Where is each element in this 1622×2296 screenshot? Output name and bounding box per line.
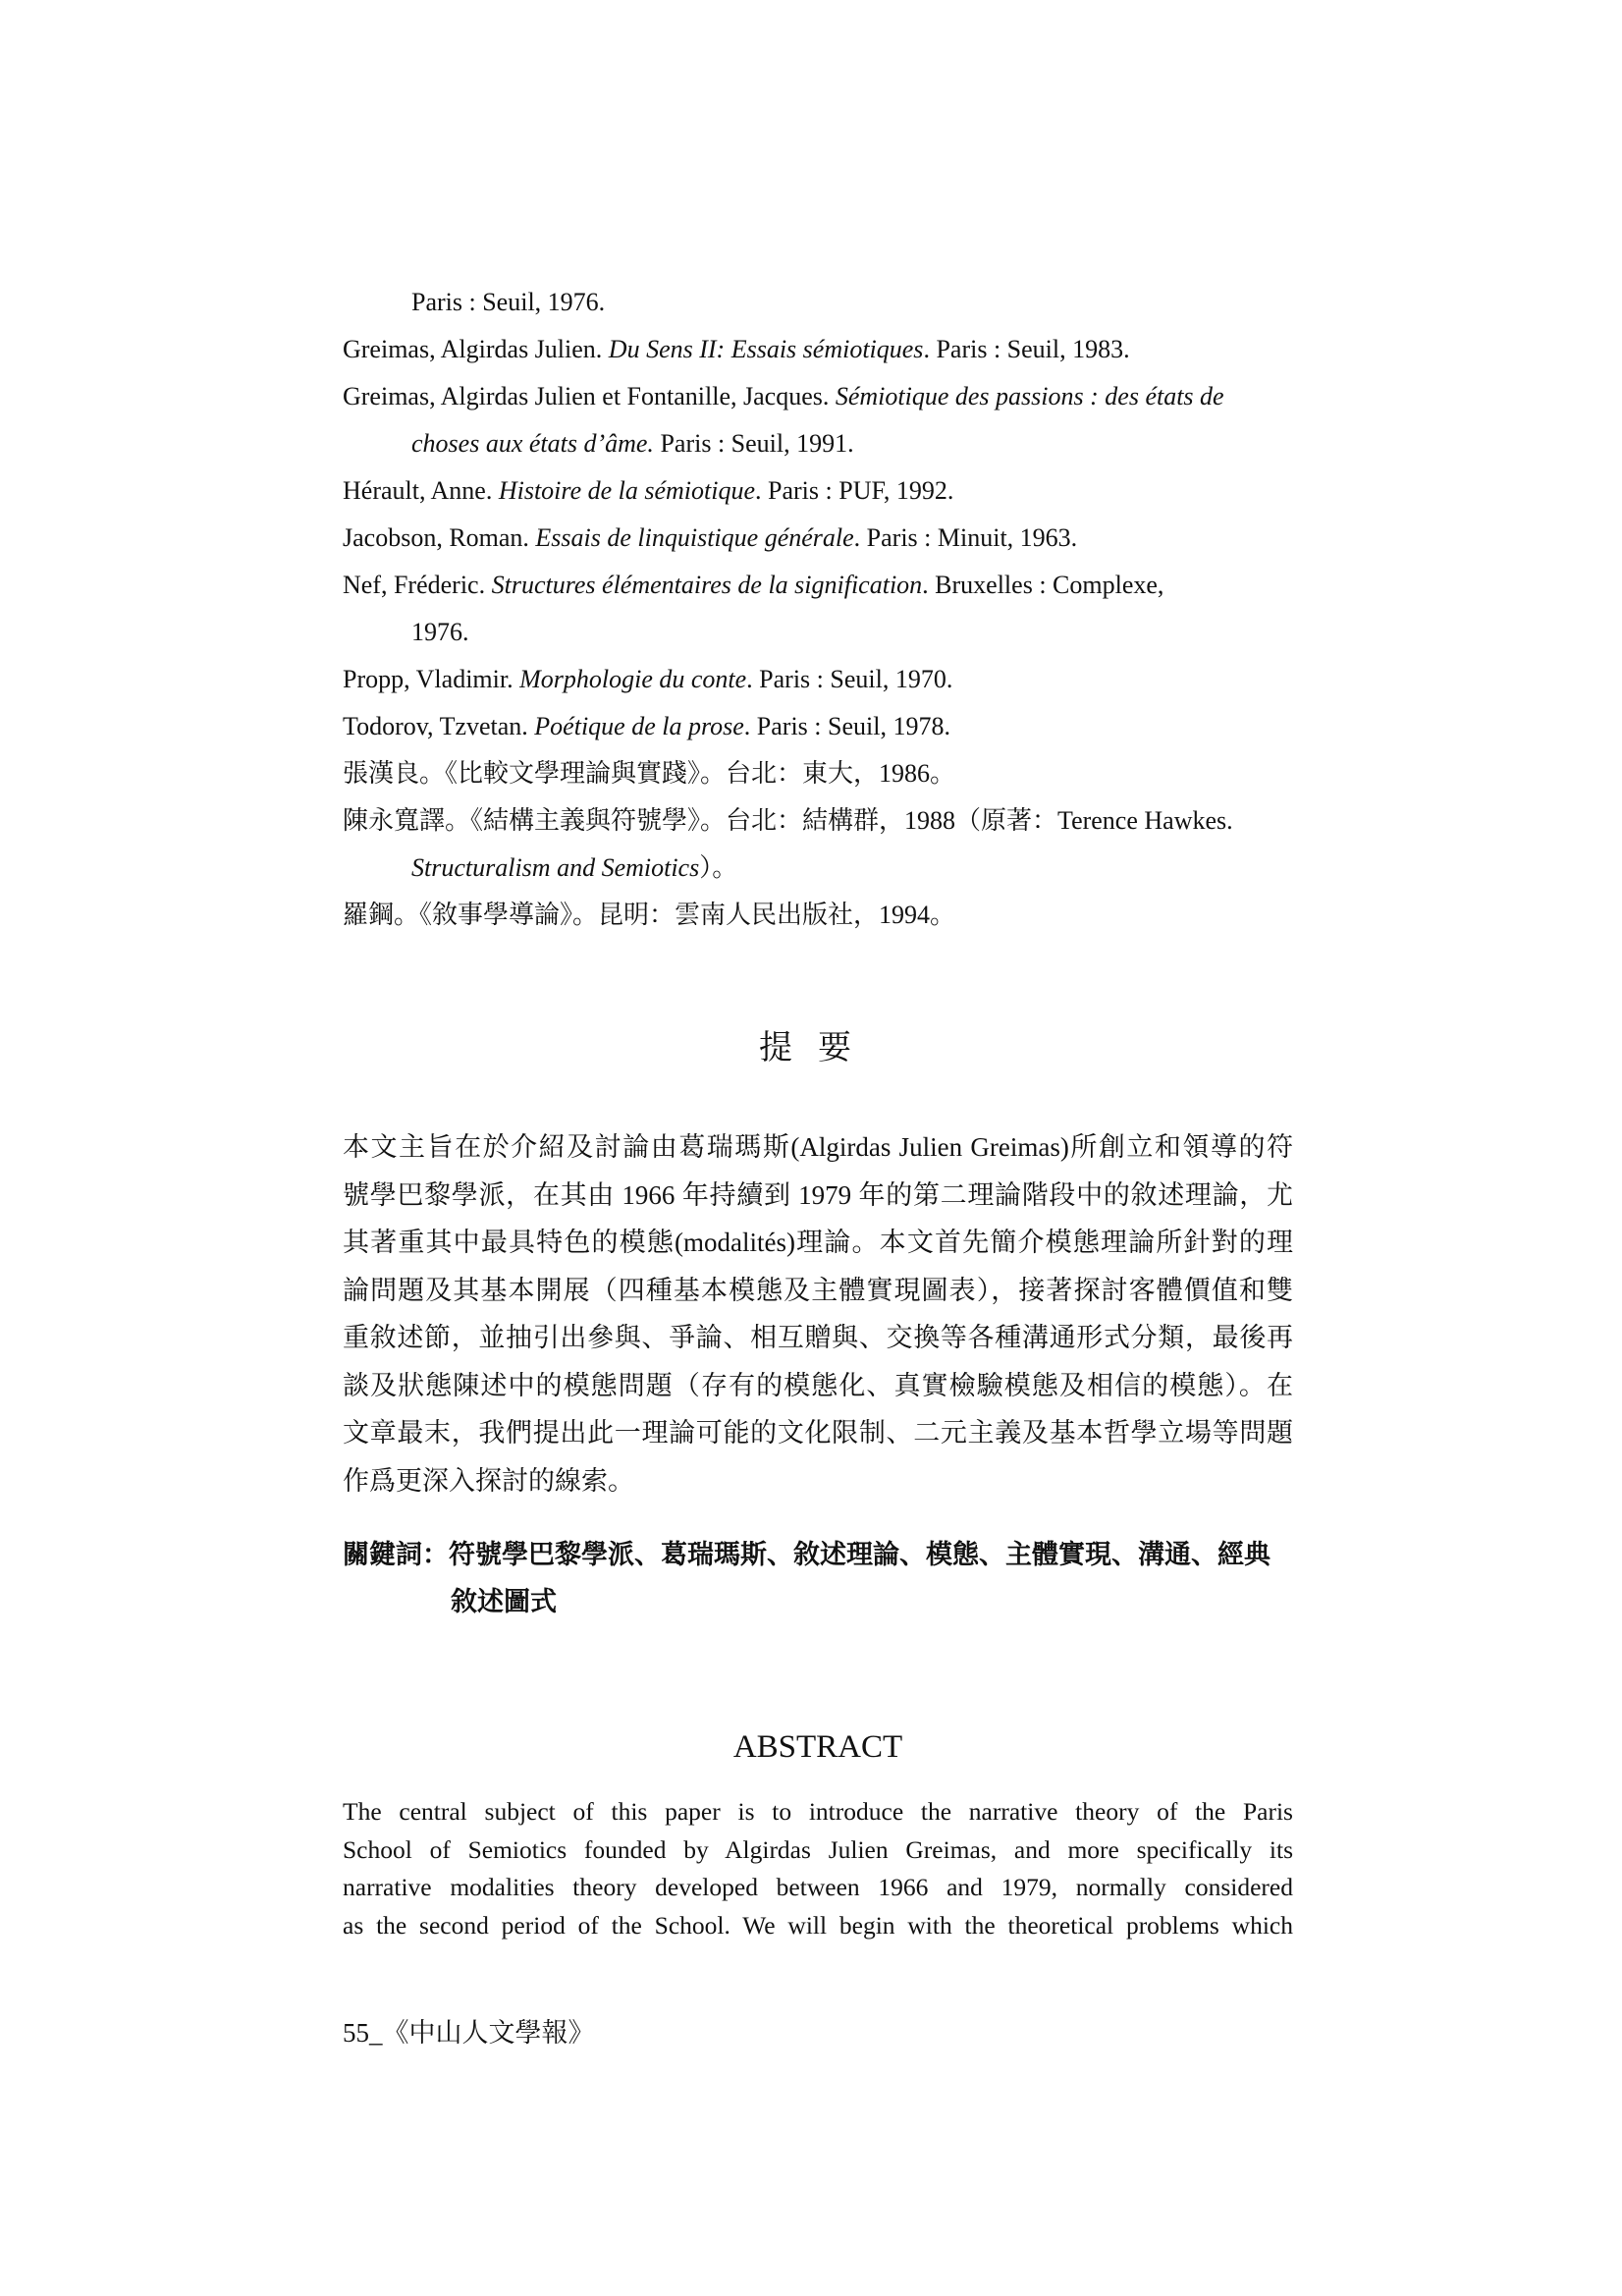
abstract-line: 作爲更深入探討的線索。 bbox=[343, 1465, 634, 1496]
reference-text: Propp, Vladimir. bbox=[343, 665, 520, 693]
reference-line bbox=[343, 515, 1293, 562]
english-abstract-heading: ABSTRACT bbox=[732, 1729, 903, 1765]
reference-line bbox=[343, 562, 1293, 609]
reference-text: . Paris : PUF, 1992. bbox=[755, 476, 954, 505]
english-abstract-body bbox=[343, 1793, 1293, 1944]
reference-text: Paris : Seuil, 1976. bbox=[411, 288, 606, 316]
abstract-line: 談及狀態陳述中的模態問題（存有的模態化、真實檢驗模態及相信的模態）。在 bbox=[343, 1370, 1293, 1400]
reference-text: . Paris : Seuil, 1983. bbox=[923, 335, 1130, 363]
reference-text: Greimas, Algirdas Julien. bbox=[343, 335, 609, 363]
reference-text: Paris : Seuil, 1991. bbox=[653, 429, 854, 458]
keywords-line-1: 關鍵詞：符號學巴黎學派、葛瑞瑪斯、敘述理論、模態、主體實現、溝通、經典 bbox=[343, 1540, 1271, 1570]
reference-title: Essais de linquistique générale bbox=[535, 523, 854, 552]
reference-title: Morphologie du conte bbox=[519, 665, 747, 693]
reference-text: . Paris : Minuit, 1963. bbox=[853, 523, 1078, 552]
reference-line bbox=[343, 609, 1293, 656]
reference-line bbox=[343, 892, 1293, 939]
page-footer: 55_《中山人文學報》 bbox=[343, 2018, 595, 2048]
reference-line bbox=[343, 797, 1293, 845]
reference-list bbox=[343, 279, 1293, 939]
reference-text: 1976. bbox=[411, 618, 469, 646]
reference-text: ）。 bbox=[699, 853, 738, 882]
reference-title: Structures élémentaires de la signification bbox=[491, 571, 923, 599]
reference-text: Todorov, Tzvetan. bbox=[343, 712, 535, 740]
reference-title: Sémiotique des passions : des états de bbox=[835, 382, 1224, 410]
reference-text: . Bruxelles : Complexe, bbox=[922, 571, 1164, 599]
abstract-line: 論問題及其基本開展（四種基本模態及主體實現圖表），接著探討客體價值和雙 bbox=[343, 1275, 1293, 1305]
reference-text: Greimas, Algirdas Julien et Fontanille, Jacques. bbox=[343, 382, 836, 410]
reference-text: Nef, Fréderic. bbox=[343, 571, 492, 599]
reference-line bbox=[343, 656, 1293, 703]
reference-text: 羅鋼。《敘事學導論》。昆明：雲南人民出版社，1994。 bbox=[343, 901, 956, 929]
reference-line bbox=[343, 467, 1293, 515]
reference-line bbox=[343, 373, 1293, 420]
chinese-abstract-heading: 提要 bbox=[759, 1030, 877, 1066]
keywords bbox=[343, 1532, 1293, 1626]
abstract-line: narrative modalities theory developed between 1966 and 1979, normally considered bbox=[343, 1873, 1293, 1901]
reference-text: 陳永寬譯。《結構主義與符號學》。台北：結構群，1988（原著：Terence Hawkes. bbox=[343, 806, 1233, 835]
abstract-line: 本文主旨在於介紹及討論由葛瑞瑪斯(Algirdas Julien Greimas)所創立和領導的符 bbox=[343, 1132, 1293, 1162]
reference-title: Histoire de la sémiotique bbox=[498, 476, 756, 505]
reference-line bbox=[343, 279, 1293, 326]
reference-line bbox=[343, 750, 1293, 797]
abstract-line: 號學巴黎學派，在其由 1966 年持續到 1979 年的第二理論階段中的敘述理論，尤 bbox=[343, 1179, 1293, 1210]
reference-line bbox=[343, 420, 1293, 467]
abstract-line: The central subject of this paper is to introduce the narrative theory of the Paris bbox=[343, 1797, 1293, 1826]
reference-text: . Paris : Seuil, 1978. bbox=[743, 712, 950, 740]
reference-text: Hérault, Anne. bbox=[343, 476, 499, 505]
keywords-line-2: 敘述圖式 bbox=[451, 1587, 557, 1617]
reference-title: Structuralism and Semiotics bbox=[411, 853, 700, 882]
reference-line bbox=[343, 703, 1293, 750]
reference-line bbox=[343, 845, 1293, 892]
chinese-abstract-body bbox=[343, 1123, 1293, 1504]
reference-line bbox=[343, 326, 1293, 373]
abstract-line: 文章最末，我們提出此一理論可能的文化限制、二元主義及基本哲學立場等問題 bbox=[343, 1418, 1293, 1448]
reference-text: Jacobson, Roman. bbox=[343, 523, 536, 552]
reference-title: Poétique de la prose bbox=[534, 712, 744, 740]
reference-title: choses aux états d’âme. bbox=[411, 429, 654, 458]
abstract-line: School of Semiotics founded by Algirdas Julien Greimas, and more specifically its bbox=[343, 1834, 1293, 1864]
reference-title: Du Sens II: Essais sémiotiques bbox=[608, 335, 924, 363]
reference-text: 張漢良。《比較文學理論與實踐》。台北：東大，1986。 bbox=[343, 759, 956, 788]
abstract-line: as the second period of the School. We will begin with the theoretical problems which bbox=[343, 1910, 1293, 1940]
abstract-line: 其著重其中最具特色的模態(modalités)理論。本文首先簡介模態理論所針對的理 bbox=[343, 1228, 1293, 1257]
abstract-line: 重敘述節，並抽引出參與、爭論、相互贈與、交換等各種溝通形式分類，最後再 bbox=[343, 1323, 1293, 1352]
reference-text: . Paris : Seuil, 1970. bbox=[746, 665, 953, 693]
